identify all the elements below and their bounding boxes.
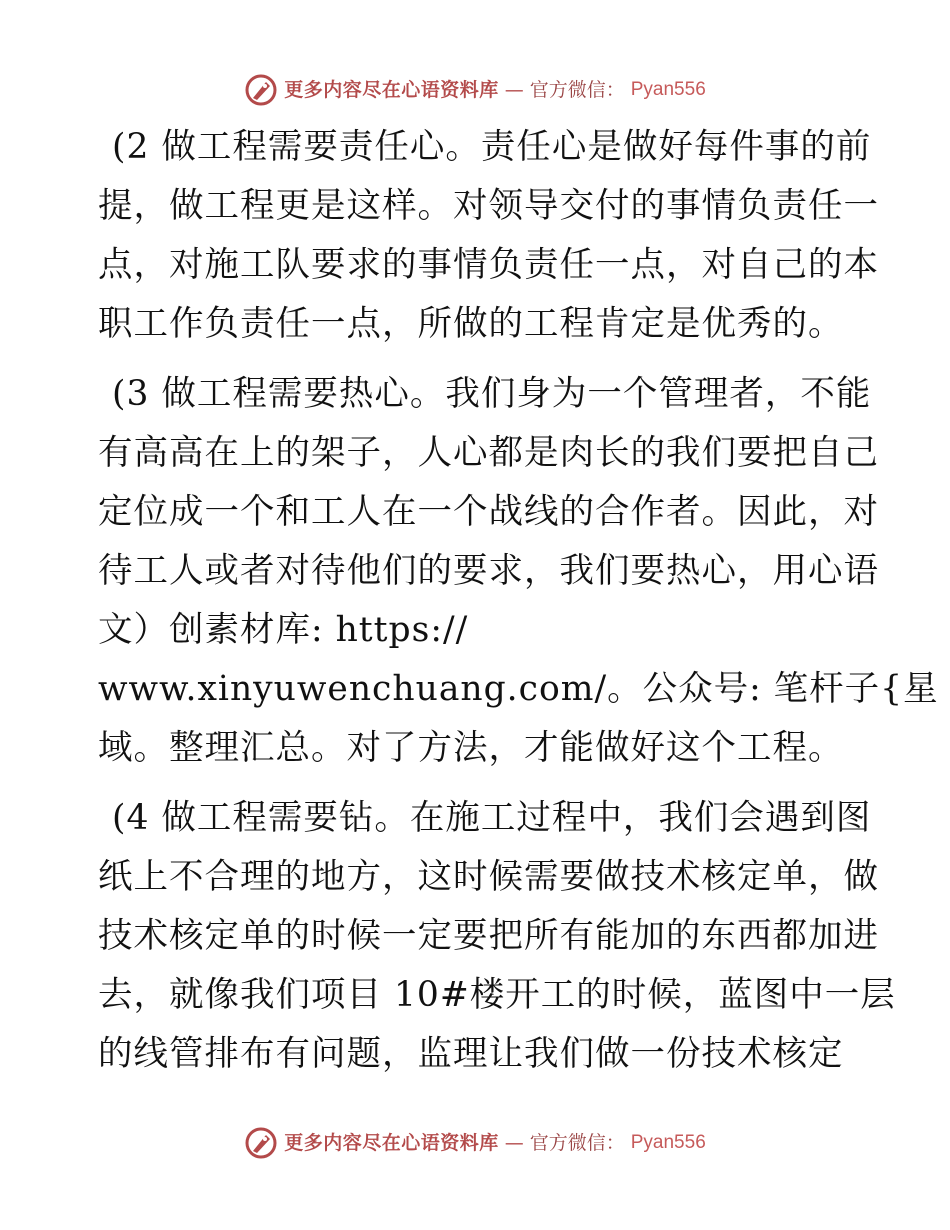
banner-wechat-id: Pyan556 <box>630 79 706 100</box>
banner-dash: — <box>504 1132 524 1154</box>
footer-banner <box>0 1126 950 1160</box>
text-line: 域。整理汇总。对了方法，才能做好这个工程。 <box>98 728 844 768</box>
paragraph-2 <box>98 118 879 354</box>
banner-dash: — <box>504 79 524 101</box>
text-line: 技术核定单的时候一定要把所有能加的东西都加进 <box>98 916 879 956</box>
text-line: (3 做工程需要热心。我们身为一个管理者，不能 <box>112 374 872 414</box>
text-line: 点，对施工队要求的事情负责任一点，对自己的本 <box>98 245 879 285</box>
text-line: 去，就像我们项目 10#楼开工的时候，蓝图中一层 <box>98 975 896 1015</box>
text-line: 的线管排布有问题，监理让我们做一份技术核定 <box>98 1034 844 1074</box>
text-line: 文）创素材库: https:// <box>98 610 469 650</box>
text-line: (2 做工程需要责任心。责任心是做好每件事的前 <box>112 127 872 167</box>
text-line: 纸上不合理的地方，这时候需要做技术核定单，做 <box>98 857 879 897</box>
banner-wechat-label: 官方微信： <box>529 1132 625 1154</box>
banner-wechat-id: Pyan556 <box>630 1132 706 1153</box>
text-line: 定位成一个和工人在一个战线的合作者。因此，对 <box>98 492 879 532</box>
pen-nib-circle-icon <box>244 1126 278 1160</box>
paragraph-3 <box>98 365 939 778</box>
text-line: 有高高在上的架子，人心都是肉长的我们要把自己 <box>98 433 879 473</box>
banner-wechat-label: 官方微信： <box>529 79 625 101</box>
text-line: (4 做工程需要钻。在施工过程中，我们会遇到图 <box>112 798 872 838</box>
text-line: 提，做工程更是这样。对领导交付的事情负责任一 <box>98 186 879 226</box>
paragraph-4 <box>98 789 896 1084</box>
banner-brand-text: 更多内容尽在心语资料库 <box>284 1132 499 1154</box>
text-line: www.xinyuwenchuang.com/。公众号: 笔杆子{星 <box>98 669 939 709</box>
document-body <box>98 118 939 1095</box>
banner-brand-text: 更多内容尽在心语资料库 <box>284 79 499 101</box>
text-line: 待工人或者对待他们的要求，我们要热心，用心语 <box>98 551 879 591</box>
header-banner <box>0 73 950 107</box>
text-line: 职工作负责任一点，所做的工程肯定是优秀的。 <box>98 304 844 344</box>
pen-nib-circle-icon <box>244 73 278 107</box>
